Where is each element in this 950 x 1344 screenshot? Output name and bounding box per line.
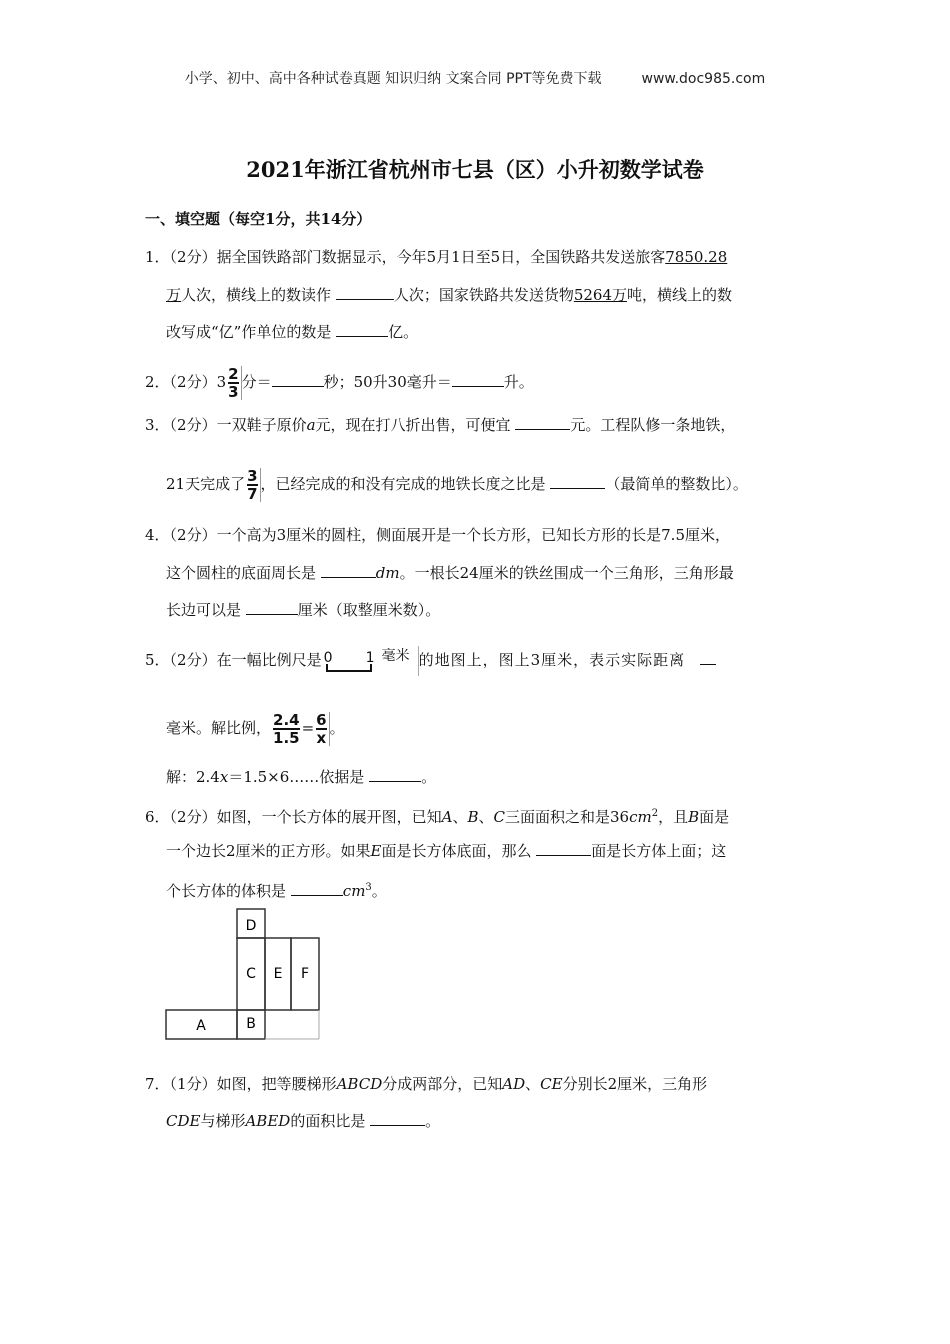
q3-text-a: （2分）一双鞋子原价 bbox=[169, 416, 307, 434]
q4-unit: dm bbox=[375, 564, 400, 582]
q3-variable: a bbox=[306, 416, 316, 434]
q1-line2 bbox=[166, 284, 732, 306]
q5-fraction-right-denominator: x bbox=[316, 729, 327, 747]
q6-line3 bbox=[166, 877, 387, 902]
q2-number: 2． bbox=[145, 373, 170, 391]
q2-line bbox=[145, 360, 534, 404]
q5-line3 bbox=[166, 766, 436, 788]
q6-text-c: ，且 bbox=[658, 808, 689, 826]
q5-text-d: 。 bbox=[329, 719, 345, 737]
q5-fraction-left-denominator: 1.5 bbox=[273, 729, 300, 747]
section-heading: 一、填空题（每空1分，共14分） bbox=[145, 210, 372, 228]
q2-text-b: 分＝ bbox=[241, 373, 272, 391]
q2-text-a: （2分）3 bbox=[169, 373, 227, 391]
q6-sep-2: 、 bbox=[478, 808, 494, 826]
q6-number: 6． bbox=[145, 808, 170, 826]
page-header bbox=[0, 68, 950, 88]
cuboid-net-diagram bbox=[165, 908, 323, 1040]
q7-segment-ad: AD bbox=[502, 1075, 526, 1093]
q6-face-b: B bbox=[467, 808, 479, 826]
q1-line3 bbox=[166, 321, 418, 343]
scale-label-1: 1 bbox=[365, 650, 375, 666]
q3-fraction-denominator: 7 bbox=[247, 485, 258, 503]
q7-sep: 、 bbox=[525, 1075, 541, 1093]
q6-line2 bbox=[166, 840, 726, 862]
q5-equals: = bbox=[301, 719, 315, 737]
q3-text-d: 21天完成了 bbox=[166, 475, 246, 493]
q5-text-h: 。 bbox=[421, 768, 437, 786]
q6-face-b-2: B bbox=[688, 808, 700, 826]
q5-variable: x bbox=[219, 768, 229, 786]
q1-text-e: 改写成“亿”作单位的数是 bbox=[166, 323, 332, 341]
q4-line1 bbox=[145, 524, 730, 546]
q3-answer-blank-2[interactable] bbox=[550, 474, 605, 489]
q6-text-a: （2分）如图，一个长方体的展开图，已知 bbox=[169, 808, 442, 826]
q5-line1 bbox=[145, 644, 716, 676]
q7-triangle-name: CDE bbox=[166, 1112, 201, 1130]
q2-text-d: 升。 bbox=[503, 373, 534, 391]
q3-text-c: 元。工程队修一条地铁， bbox=[570, 416, 736, 434]
q4-text-a: （2分）一个高为3厘米的圆柱，侧面展开是一个长方形，已知长方形的长是7.5厘米， bbox=[169, 526, 730, 544]
q6-unit: cm bbox=[629, 808, 652, 826]
header-url[interactable]: www.doc985.com bbox=[641, 71, 766, 87]
q3-text-e: ，已经完成的和没有完成的地铁长度之比是 bbox=[260, 475, 546, 493]
q3-text-f: （最简单的整数比）。 bbox=[605, 475, 748, 493]
q5-fraction-left bbox=[271, 712, 302, 746]
q1-text-d: 吨，横线上的数 bbox=[627, 286, 733, 304]
q2-answer-blank-2[interactable] bbox=[452, 372, 504, 387]
q5-line2 bbox=[166, 704, 345, 752]
header-text: 小学、初中、高中各种试卷真题 知识归纳 文案合同 PPT等免费下载 bbox=[184, 71, 602, 87]
q2-text-c: 秒；50升30毫升＝ bbox=[323, 373, 452, 391]
q3-line1 bbox=[145, 414, 735, 436]
scale-bar bbox=[322, 646, 419, 676]
scale-label-0: 0 bbox=[323, 650, 333, 666]
q6-text-d: 面是 bbox=[699, 808, 730, 826]
q7-text-c: 分别长2厘米，三角形 bbox=[562, 1075, 708, 1093]
q5-text-g: ＝1.5×6……依据是 bbox=[228, 768, 365, 786]
q5-fraction-right bbox=[314, 712, 329, 746]
q5-text-c: 毫米。解比例， bbox=[166, 719, 272, 737]
q3-line2 bbox=[166, 462, 748, 506]
q1-underlined-cargo: 5264万 bbox=[573, 286, 628, 304]
q5-fraction-right-numerator: 6 bbox=[316, 711, 327, 729]
q7-trapezoid-abed: ABED bbox=[245, 1112, 291, 1130]
q3-fraction bbox=[245, 468, 260, 502]
net-label-c: C bbox=[246, 966, 256, 982]
q7-number: 7． bbox=[145, 1075, 170, 1093]
q6-text-f: 面是长方体底面，那么 bbox=[381, 842, 532, 860]
q7-answer-blank[interactable] bbox=[370, 1111, 425, 1126]
q4-answer-blank-1[interactable] bbox=[321, 563, 376, 578]
q6-face-e: E bbox=[370, 842, 382, 860]
net-label-f: F bbox=[300, 966, 310, 982]
q1-text-b: 人次，横线上的数读作 bbox=[181, 286, 332, 304]
net-label-a: A bbox=[196, 1018, 206, 1034]
q7-line1 bbox=[145, 1073, 707, 1095]
q1-text-c: 人次；国家铁路共发送货物 bbox=[393, 286, 574, 304]
q1-number: 1． bbox=[145, 248, 170, 266]
q2-fraction-denominator: 3 bbox=[228, 383, 239, 401]
q6-unit-2: cm bbox=[342, 882, 366, 900]
q5-fraction-left-numerator: 2.4 bbox=[273, 711, 300, 729]
q7-text-d: 与梯形 bbox=[200, 1112, 246, 1130]
q4-text-d: 长边可以是 bbox=[166, 601, 242, 619]
q2-fraction bbox=[226, 366, 241, 400]
q4-line3 bbox=[166, 599, 440, 621]
scale-unit: 毫米 bbox=[381, 648, 410, 664]
q7-text-a: （1分）如图，把等腰梯形 bbox=[169, 1075, 337, 1093]
q1-underlined-number: 7850.28 bbox=[665, 248, 728, 266]
q3-text-b: 元，现在打八折出售，可便宜 bbox=[315, 416, 511, 434]
q1-answer-blank-1[interactable] bbox=[336, 285, 394, 300]
q6-cube-exponent: 3 bbox=[365, 882, 372, 893]
q1-text-f: 亿。 bbox=[388, 323, 419, 341]
page-title: 2021年浙江省杭州市七县（区）小升初数学试卷 bbox=[246, 157, 704, 182]
q1-underlined-unit: 万 bbox=[166, 286, 182, 304]
q4-text-e: 厘米（取整厘米数）。 bbox=[297, 601, 441, 619]
q6-square-exponent: 2 bbox=[651, 808, 659, 819]
net-label-b: B bbox=[246, 1016, 256, 1032]
q6-face-c: C bbox=[493, 808, 505, 826]
q6-sep-1: 、 bbox=[452, 808, 468, 826]
q1-text-a: （2分）据全国铁路部门数据显示，今年5月1日至5日，全国铁路共发送旅客 bbox=[169, 248, 666, 266]
q4-text-c: 。一根长24厘米的铁丝围成一个三角形，三角形最 bbox=[399, 564, 734, 582]
q7-text-f: 。 bbox=[425, 1112, 441, 1130]
q7-trapezoid-name: ABCD bbox=[336, 1075, 383, 1093]
q6-face-a: A bbox=[441, 808, 453, 826]
q4-text-b: 这个圆柱的底面周长是 bbox=[166, 564, 317, 582]
q6-answer-blank-2[interactable] bbox=[291, 881, 343, 896]
q5-text-b: 的地图上，图上3厘米，表示实际距离 bbox=[418, 651, 686, 669]
q7-line2 bbox=[166, 1110, 440, 1132]
q6-answer-blank-1[interactable] bbox=[536, 841, 591, 856]
q7-segment-ce: CE bbox=[540, 1075, 563, 1093]
q1-answer-blank-2[interactable] bbox=[336, 322, 388, 337]
q5-number: 5． bbox=[145, 651, 170, 669]
q1-line1 bbox=[145, 246, 727, 268]
q6-text-g: 面是长方体上面；这 bbox=[591, 842, 727, 860]
q3-fraction-numerator: 3 bbox=[247, 467, 258, 485]
q2-answer-blank-1[interactable] bbox=[272, 372, 324, 387]
q6-line1 bbox=[145, 803, 729, 828]
q2-fraction-numerator: 2 bbox=[228, 365, 239, 383]
q6-text-b: 三面面积之和是36 bbox=[504, 808, 630, 826]
net-label-d: D bbox=[245, 918, 257, 934]
q4-number: 4． bbox=[145, 526, 170, 544]
q3-answer-blank-1[interactable] bbox=[515, 415, 570, 430]
q6-text-h: 个长方体的体积是 bbox=[166, 882, 287, 900]
q5-answer-blank-1[interactable] bbox=[700, 650, 716, 665]
q5-text-e: 解：2.4 bbox=[166, 768, 220, 786]
q7-text-b: 分成两部分，已知 bbox=[382, 1075, 503, 1093]
q5-text-a: （2分）在一幅比例尺是 bbox=[169, 651, 322, 669]
q4-line2 bbox=[166, 562, 734, 584]
scale-bar-line bbox=[326, 664, 372, 672]
q3-number: 3． bbox=[145, 416, 170, 434]
q6-text-i: 。 bbox=[371, 882, 387, 900]
q6-text-e: 一个边长2厘米的正方形。如果 bbox=[166, 842, 371, 860]
q4-answer-blank-2[interactable] bbox=[246, 600, 298, 615]
net-label-e: E bbox=[273, 966, 283, 982]
q5-answer-blank-2[interactable] bbox=[369, 767, 421, 782]
q7-text-e: 的面积比是 bbox=[290, 1112, 366, 1130]
